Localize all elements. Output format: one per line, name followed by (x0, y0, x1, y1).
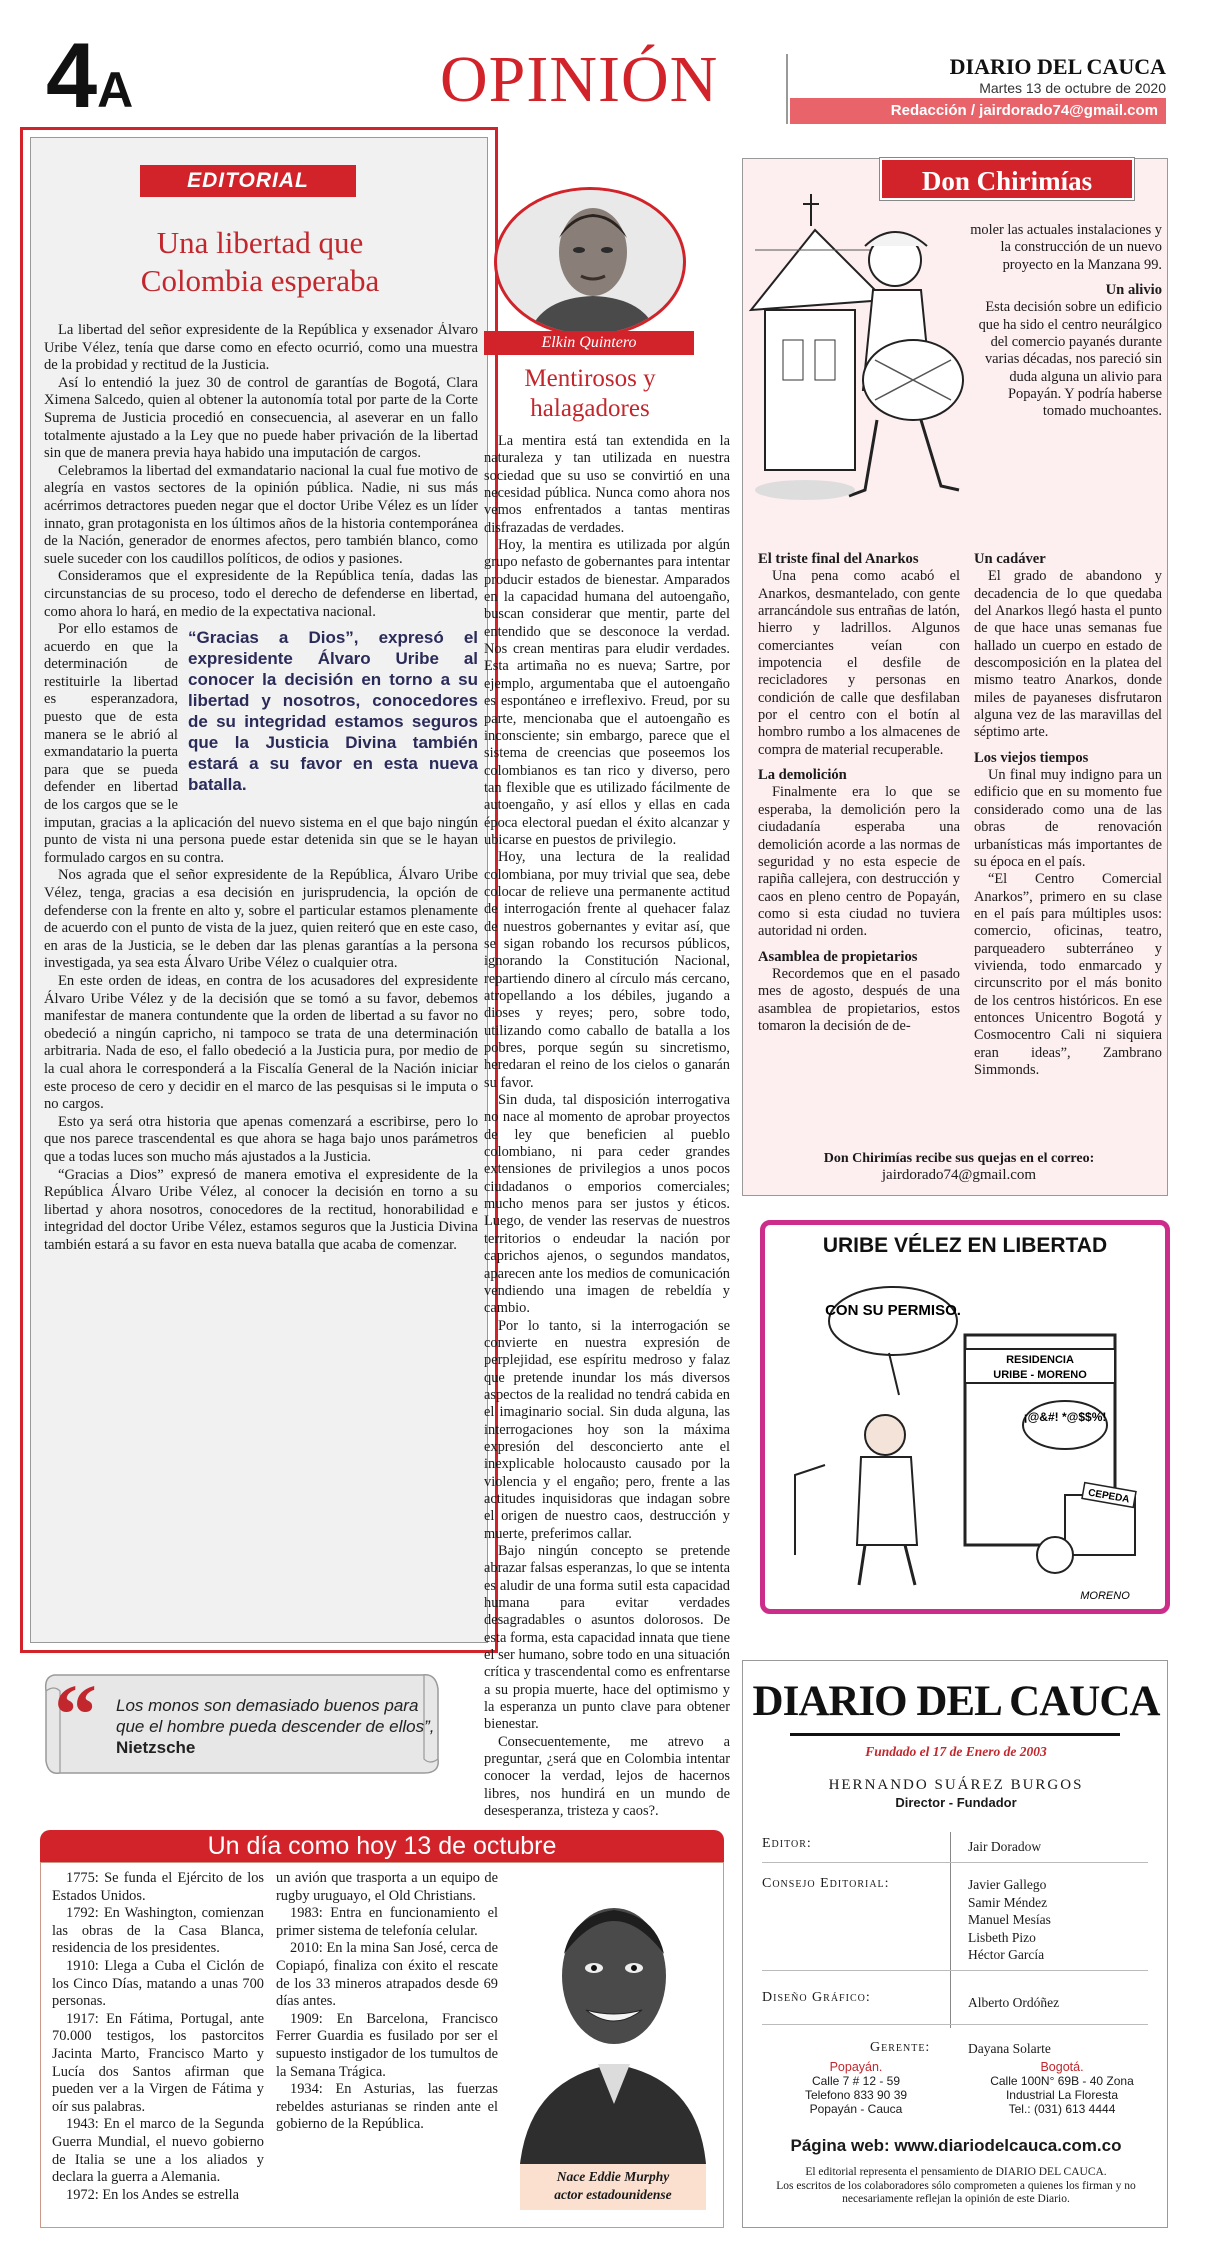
photo-caption: Nace Eddie Murphy actor estadounidense (520, 2164, 706, 2210)
office-bogota: Bogotá. Calle 100N° 69B - 40 Zona Industrial La Floresta Tel.: (031) 613 4444 (990, 2060, 1134, 2116)
founded-date: Fundado el 17 de Enero de 2003 (865, 1744, 1047, 1759)
manager-name: Dayana Solarte (968, 2041, 1051, 2056)
chirimias-intro: moler las actuales instalaciones y la construcción de un nuevo proyecto en la Manzana 99. Un alivio Esta decisión sobre un edificio que ha sido el centro neurálgico del comercio payanés durante varias décadas, nos pareció sin duda alguna un alivio para Popayán. Y podría haberse tomado muchoantes. (970, 222, 1162, 420)
chirimias-drummer-illustration (745, 190, 973, 520)
issue-date: Martes 13 de octubre de 2020 (979, 80, 1166, 96)
design-label: Diseño Gráfico: (762, 1990, 871, 2005)
chirimias-email[interactable]: jairdorado74@gmail.com (881, 1167, 1037, 1183)
design-name: Alberto Ordóñez (968, 1995, 1060, 2010)
page-number: 4A (46, 25, 134, 127)
cartoon-bubble: CON SU PERMISO. (825, 1302, 961, 1319)
quote-mark-icon: “ (54, 1666, 97, 1762)
column-body: La mentira está tan extendida en la naturaleza y tan utilizada en nuestra sociedad que su uso se convirtió en una necesidad pública. Nunca como ahora nos vemos enfrentados a tantas mentiras disfrazadas de verdades. Hoy, la mentira es utilizada por algún grupo nefasto de gobernantes para intentar producir estados de bienestar. Amparados en la capacidad humana del autoengaño, buscan considerar que mentir, parte del entendido que se desconoce la verdad. Nos crean mentiras para eludir verdades. Esta artimaña no es nueva; Sartre, por ejemplo, argumentaba que el autoengaño es espontáneo e irreflexivo. Freud, por su parte, mencionaba que el autoengaño es inconsciente; sin embargo, parece que el sistema de creencias que poseemos los colombianos es tan rico y diverso, pero tan flexible que es utilizado fácilmente de autoengaño, y así ellos y ellas en cada época electoral puedan el éxito alcanzar y ubicarse en puestos de privilegio. Hoy, una lectura de la realidad colombiana, por muy trivial que sea, debe colocar de relieve una permanente actitud de interrogación frente al quehacer falaz de nuestros gobernantes y evitar así, que se sigan robando los recursos públicos, ignorando la Constitución Nacional, repartiendo dinero al círculo más cercano, atropellando a los débiles, jugando a dioses y reyes; pero, sobre todo, utilizando como caballo de batalla a los pobres, porque según su sincretismo, heredaran el reino de los cielos o ganarán su favor. Sin duda, tal disposición interrogativa no nace al momento de aprobar proyectos de ley que beneficien al pueblo colombiano, ni para ceder grandes extensiones de privilegios a unos pocos ciudadanos o emporios comerciales; mucho menos para ser justos y éticos. Luego, de vender las reservas de nuestros territorios o endeudar la nación por caprichos ajenos, o segundos mandatos, aparecen ante los medios de comunicación vendiendo una imagen de rebeldía y cambio. Por lo tanto, si la interrogación se convierte en nuestra expresión de perplejidad, ese espíritu medroso y falaz que pretende inundar los más diversos aspectos de la realidad no tendrá cabida en el imaginario social. Sin duda alguna, las interrogaciones hoy son la máxima expresión del desconcierto ante el inexplicable holocausto causado por la violencia y el engaño; pero, frente a las actitudes inquisidoras que indagan sobre el origen de nuestro caos, destrucción y muerte, preferimos callar. Bajo ningún concepto se pretende abrazar falsas esperanzas, lo que se intenta es aludir de una forma sutil esta capacidad humana para evitar verdades desagradables o asuntos dolorosos. De esta forma, esta capacidad innata que tiene el ser humano, sobre todo en una situación crítica y trascendental como es enfrentarse a su propia muerte, hace del optimismo y la esperanza un punto clave para obtener bienestar. Consecuentemente, me atrevo a preguntar, ¿será que en Colombia intentar conocer la verdad, lejos de hacernos libres, nos hundirá en un mundo de desesperanza, tristeza y caos?. (484, 433, 730, 1820)
history-title: Un día como hoy 13 de octubre (40, 1830, 724, 1862)
chirimias-column-right: Un cadáver El grado de abandono y decadencia de lo que quedaba del Anarkos llegó hasta el punto de que hace unas semanas fue hallado un cuerpo en estado de descomposición en la platea del mismo teatro Anarkos, donde miles de payaneses disfrutaron alguna vez de las maravillas del séptimo arte. Los viejos tiempos Un final muy indigno para un edificio que en su momento fue considerado como una de las obras de renovación urbanísticas más importantes de su época en el país. “El Centro Comercial Anarkos”, primero en su clase en el país para múltiples usos: comercio, oficinas, teatro, parqueadero subterráneo y vivienda, todo enmarcado y circunscrito por el más bonito de los centros históricos. En ese entonces Unicentro Bogotá y Cosmocentro Cali ni siquiera eran ideas”, Zambrano Simmonds. (974, 551, 1162, 1078)
history-column-left: 1775: Se funda el Ejército de los Estados Unidos. 1792: En Washington, comienzan las obras de la Casa Blanca, residencia de los presidentes. 1910: Llega a Cuba el Ciclón de los Cinco Días, matando a unas 700 personas. 1917: En Fátima, Portugal, ante 70.000 testigos, los pastorcitos Jacinta Marto, Francisco Marto y Lucía dos Santos afirman que pueden ver a la Virgen de Fátima y oír sus palabras. 1943: En el marco de la Segunda Guerra Mundial, el nuevo gobierno de Italia se une a los aliados y declara la guerra a Alemania. 1972: En los Andes se estrella (52, 1870, 264, 2203)
chirimias-column-left: El triste final del Anarkos Una pena como acabó el Anarkos, desmantelado, con gente arrancándole sus entrañas de latón, hierro y ladrillos. Algunos comerciantes veían con impotencia el desfile de recicladores y personas en condición de calle que desfilaban por el centro con el botín al hombro rumbo a los almacenes de compra de material recuperable. La demolición Finalmente era lo que se esperaba, la demolición pero la ciudadanía esperaba una demolición acorde a las normas de seguridad y no esta especie de rapiña callejera, con destrucción y caos en pleno centro de Popayán, como si esta ciudad no tuviera autoridad ni orden. Asamblea de propietarios Recordemos que en el pasado mes de agosto, después de una asamblea de propietarios, estos tomaron la decisión de de- (758, 551, 960, 1034)
staff-separator (762, 2024, 1148, 2025)
editorial-cartoon (760, 1220, 1170, 1614)
office-popayan: Popayán. Calle 7 # 12 - 59 Telefono 833 90 39 Popayán - Cauca (804, 2060, 908, 2116)
staff-separator (762, 1862, 1148, 1863)
paper-name: DIARIO DEL CAUCA (949, 54, 1166, 79)
quote-text: Los monos son demasiado buenos para que el hombre pueda descender de ellos”, Nietzsche (116, 1696, 435, 1757)
section-title: OPINIÓN (440, 43, 719, 116)
editorial-body: La libertad del señor expresidente de la República y exsenador Álvaro Uribe Vélez, tenía que darse como en efecto ocurrió, como una muestra de la probidad y rectitud de la Justicia. Así lo entendió la juez 30 de control de garantías de Bogotá, Clara Ximena Salcedo, quien al obtener la autonomía total por parte de la Corte Suprema de Justicia procedió en consecuencia, al aseverar en un fallo totalmente ajustado a la Ley que no puede haber privación de la libertad sin que de manera previa haya habido una imputación de cargos. Celebramos la libertad del exmandatario nacional la cual fue motivo de alegría en vastos sectores de la opinión pública. Nadie, ni sus más acérrimos detractores pueden negar que el doctor Uribe Vélez es un líder innato, gran protagonista en los últimos años de la historia contemporánea de la Nación, generador de enormes afectos, pero también blanco, como suele suceder con los caudillos políticos, de odios y pasiones. Consideramos que el expresidente de la República tenía, dadas las circunstancias de su proceso, todo el derecho de defenderse en libertad, como ahora lo hará, en medio de la expectativa nacional. “Gracias a Dios”, expresó el expresidente Álvaro Uribe al conocer la decisión en torno a su libertad y nosotros, conocedores de su integridad estamos seguros que la Justicia Divina también estará a su favor en esta nueva batalla. Por ello estamos de acuerdo en que la determinación de restituirle la libertad es esperanzadora, puesto que de esta manera se le abrió al exmandatario la puerta para que se pueda defender en libertad de los cargos que se le imputan, gracias a la aplicación del nuevo sistema en el que bajo ningún punto de vista ni una persona puede estar detenida sin que se le hayan formulado cargos en su contra. Nos agrada que el señor expresidente de la República, Álvaro Uribe Vélez, tenga, gracias a esa decisión en jurisprudencia, la opción de defenderse con la frente en alto y, sobre el particular estamos plenamente de acuerdo con el punto de vista de la juez, quien reiteró que en este caso, en aras de la Justicia, se le deben dar las plenas garantías a la persona investigada, ya sea esta Álvaro Uribe Vélez o cualquier otra. En este orden de ideas, en contra de los acusadores del expresidente Álvaro Uribe Vélez y de la decisión que se tomó a su favor, debemos manifestar de manera contundente que la orden de libertad a su favor no obedeció a ningún capricho, ni tampoco se trata de una determinación arbitraria. Nada de eso, el fallo obedeció a la Justicia pura, por medio de la cual ahora le corresponderá a la Fiscalía General de la Nación iniciar este proceso de cero y decidir en el marco de las pesquisas si le imputa o no cargos. Esto ya será otra historia que apenas comenzará a escribirse, pero lo que nos parece trascendental es que ahora se haga bajo unos parámetros que a todas luces son mucho más ajustados a la Justicia. “Gracias a Dios” expresó de manera emotiva el expresidente de la República Álvaro Uribe Vélez, al conocer la decisión en torno a su libertad y ahora nosotros, conocedores de la rectitud, honorabilidad e integridad del doctor Uribe Vélez, estamos seguros que la Justicia Divina también estará a su favor en esta nueva batalla que acaba de comenzar. (44, 322, 478, 1253)
chirimias-footer: Don Chirimías recibe sus quejas en el correo: jairdorado74@gmail.com (760, 1151, 1158, 1184)
manager-label: Gerente: (870, 2040, 931, 2055)
staff-separator (762, 1970, 1148, 1971)
svg-text:URIBE - MORENO: URIBE - MORENO (993, 1369, 1087, 1381)
author-name: Elkin Quintero (484, 331, 694, 355)
editorial-title: Una libertad que Colombia esperaba (140, 225, 380, 298)
cartoon-title: URIBE VÉLEZ EN LIBERTAD (822, 1234, 1108, 1257)
masthead-logo: DIARIO DEL CAUCA (752, 1678, 1160, 1725)
founder-role: Director - Fundador (895, 1795, 1017, 1810)
editorial-pullquote: “Gracias a Dios”, expresó el expresidente Álvaro Uribe al conocer la decisión en torno a su libertad y nosotros, conocedores de su integridad estamos seguros que la Justicia Divina también estará a su favor en esta nueva batalla. (188, 628, 478, 795)
svg-text:CEPEDA: CEPEDA (1087, 1487, 1131, 1506)
disclaimer: El editorial representa el pensamiento de DIARIO DEL CAUCA. Los escritos de los colaboradores sólo comprometen a quienes los firman y no necesariamente reflejan la opinión de este Diario. (776, 2166, 1136, 2205)
website-link[interactable]: Página web: www.diariodelcauca.com.co (790, 2136, 1122, 2155)
cartoonist-signature: MORENO (1080, 1590, 1130, 1602)
editor-name: Jair Doradow (968, 1839, 1042, 1854)
editorial-tag: EDITORIAL (140, 165, 356, 197)
founder-name: HERNANDO SUÁREZ BURGOS (828, 1777, 1084, 1793)
board-members: Javier Gallego Samir Méndez Manuel Mesías Lisbeth Pizo Héctor García (968, 1877, 1051, 1963)
author-photo (494, 187, 686, 337)
cartoon-shout: ¡@&#! *@$$%! (1023, 1410, 1107, 1424)
eddie-murphy-photo (510, 1864, 714, 2164)
column-title: Mentirosos y halagadores (524, 365, 656, 422)
header-divider (786, 54, 788, 124)
masthead-rule (790, 1733, 1120, 1736)
contact-bar: Redacción / jairdorado74@gmail.com (790, 98, 1166, 124)
chirimias-banner: Don Chirimías (880, 158, 1134, 200)
editor-label: Editor: (762, 1836, 812, 1851)
board-label: Consejo Editorial: (762, 1876, 890, 1891)
svg-text:RESIDENCIA: RESIDENCIA (1006, 1354, 1074, 1366)
history-column-right: un avión que trasporta a un equipo de rugby uruguayo, el Old Christians. 1983: Entra en funcionamiento el primer sistema de telefonía celular. 2010: En la mina San José, cerca de Copiapó, finaliza con éxito el rescate de los 33 mineros atrapados desde 69 días antes. 1909: En Barcelona, Francisco Ferrer Guardia es fusilado por ser el supuesto instigador de los tumultos de la Semana Trágica. 1934: En Asturias, las fuerzas rebeldes asturianas se rinden ante el gobierno de la República. (276, 1870, 498, 2133)
